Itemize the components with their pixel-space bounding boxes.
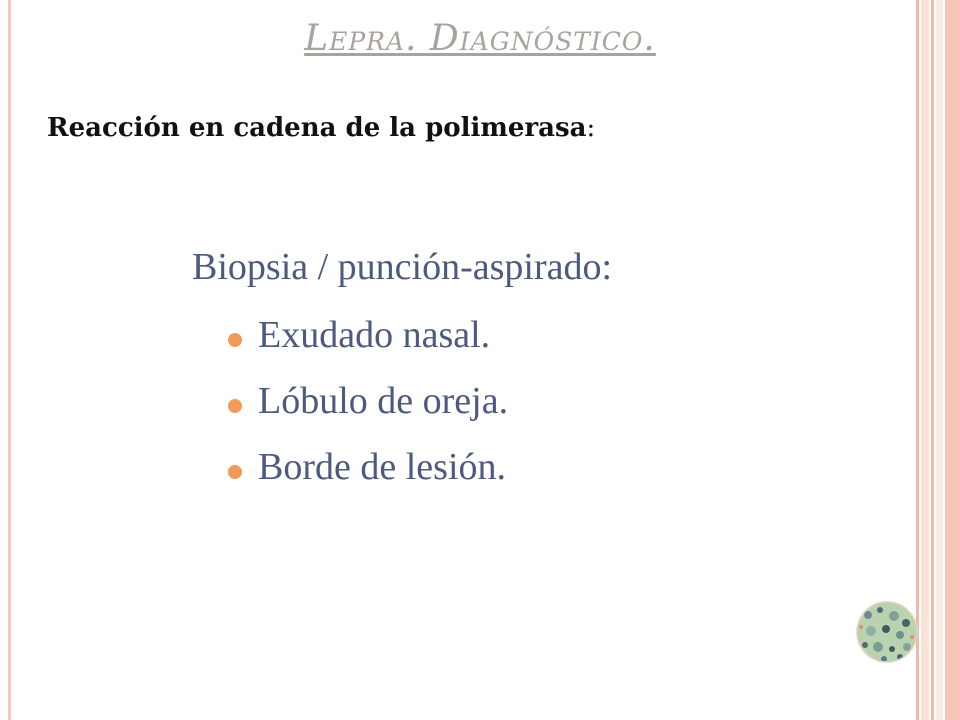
list-item	[228, 445, 508, 511]
bullet-text: Exudado nasal.	[258, 314, 491, 356]
list-item	[228, 313, 508, 379]
main-text: Biopsia / punción-aspirado:	[192, 246, 613, 288]
subheading	[47, 113, 595, 143]
bullet-icon	[228, 333, 242, 347]
bullet-text: Lóbulo de oreja.	[258, 380, 509, 422]
left-border	[8, 0, 11, 720]
slide-title: Lepra. Diagnóstico.	[304, 18, 656, 59]
subheading-text: Reacción en cadena de la polimerasa	[47, 113, 587, 143]
list-item	[228, 379, 508, 445]
right-stripe	[921, 0, 929, 720]
microscopy-thumbnail-icon	[856, 601, 918, 663]
bullet-list	[228, 313, 508, 511]
bullet-text: Borde de lesión.	[258, 446, 507, 488]
subheading-colon: :	[586, 113, 596, 143]
bullet-icon	[228, 399, 242, 413]
right-stripe	[945, 0, 960, 720]
right-decoration	[916, 0, 960, 720]
right-stripe	[931, 0, 934, 720]
bullet-icon	[228, 465, 242, 479]
right-stripe	[936, 0, 943, 720]
